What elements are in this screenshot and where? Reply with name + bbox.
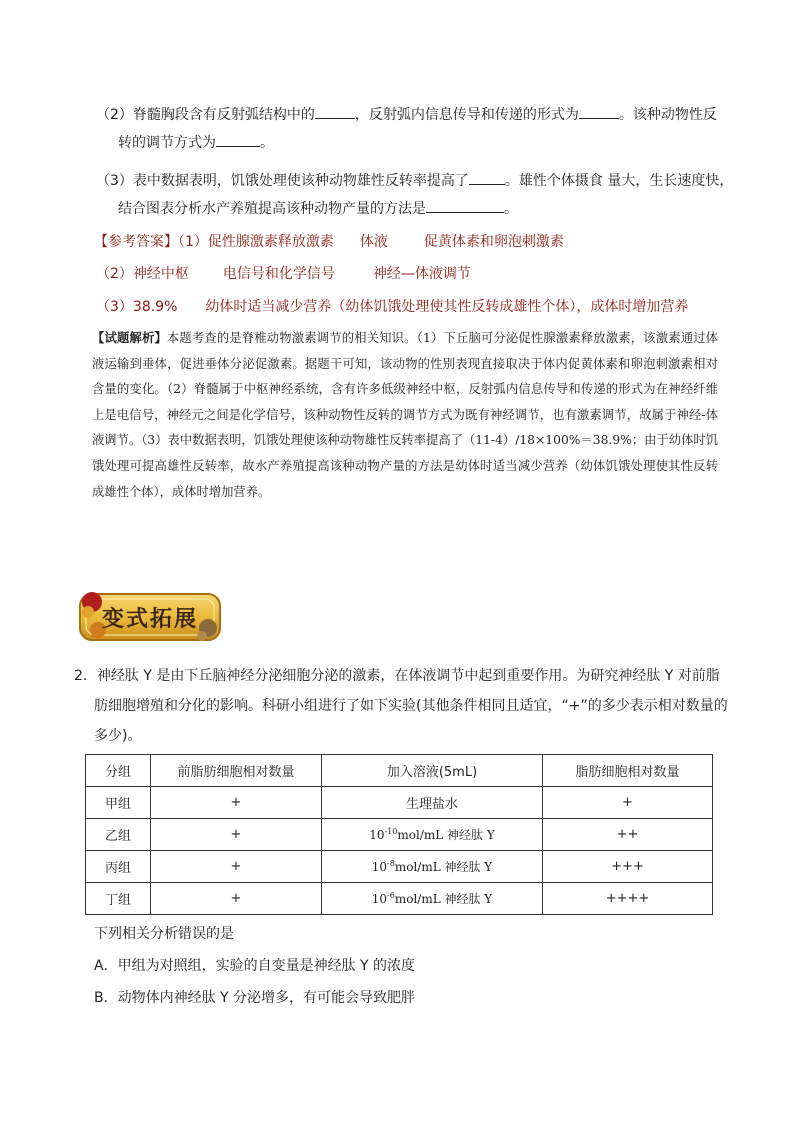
answer-blank: [315, 104, 355, 119]
q1-part2-line1: （2）脊髓胸段含有反射弧结构中的 ，反射弧内信息传导和传递的形式为 。该种动物性反: [96, 104, 717, 125]
table-header: 前脂肪细胞相对数量: [151, 755, 322, 787]
table-cell: +: [543, 787, 713, 819]
table-row: [86, 819, 713, 851]
answer-blank: [579, 104, 619, 119]
table-cell: ++: [543, 819, 713, 851]
answer-line3: （3）38.9% 幼体时适当减少营养（幼体饥饿处理使其性反转成雄性个体），成体时增加营养: [96, 299, 689, 315]
table-row: [86, 851, 713, 883]
table-header-row: [86, 755, 713, 787]
answer-blank: [216, 132, 260, 147]
table-cell: +: [151, 787, 322, 819]
table-row: [86, 787, 713, 819]
q2-stem-line3: 多少)。: [94, 728, 142, 744]
answer-blank: [426, 198, 504, 213]
table-cell: ++++: [543, 883, 713, 915]
table-cell: 丙组: [86, 851, 151, 883]
badge-text: 变式拓展: [102, 606, 199, 632]
table-cell: 乙组: [86, 819, 151, 851]
q2-question: 下列相关分析错误的是: [94, 926, 234, 942]
variant-extension-badge: [74, 586, 226, 648]
option-a: A．甲组为对照组，实验的自变量是神经肽 Y 的浓度: [94, 958, 416, 974]
q2-stem-line2: 肪细胞增殖和分化的影响。科研小组进行了如下实验(其他条件相同且适宜，“+”的多少表示相对数量的: [94, 698, 728, 714]
answer-line1: 【参考答案】（1）促性腺激素释放激素 体液 促黄体素和卵泡刺激素: [94, 234, 564, 250]
analysis-paragraph: [92, 326, 718, 505]
answer-label: 【参考答案】: [94, 234, 178, 250]
table-header: 分组: [86, 755, 151, 787]
q1-part2-line2: 转的调节方式为 。: [118, 132, 274, 153]
answer-line2: （2）神经中枢 电信号和化学信号 神经—体液调节: [96, 266, 471, 282]
q2-stem-line1: 2．神经肽 Y 是由下丘脑神经分泌细胞分泌的激素，在体液调节中起到重要作用。为研究神经肽 Y 对前脂: [74, 668, 720, 684]
table-cell: +++: [543, 851, 713, 883]
analysis-text: 本题考查的是脊椎动物激素调节的相关知识。（1）下丘脑可分泌促性腺激素释放激素，该激素通过体液运输到垂体，促进垂体分泌促激素。据题干可知，该动物的性别表现直接取决于体内促黄体素和卵泡刺激素相对含量的变化。（2）脊髓属于中枢神经系统，含有许多低级神经中枢，反射弧内信息传导和传递的形式为在神经纤维上是电信号，神经元之间是化学信号，该种动物性反转的调节方式为既有神经调节，也有激素调节，故属于神经-体液调节。（3）表中数据表明，饥饿处理使该种动物雄性反转率提高了（11-4）/18×100%＝38.9%；由于幼体时饥饿处理可提高雄性反转率，故水产养殖提高该种动物产量的方法是幼体时适当减少营养（幼体饥饿处理使其性反转成雄性个体），成体时增加营养。: [92, 331, 718, 499]
experiment-table: [85, 754, 713, 915]
table-cell: $10^{-6}mol/mL$ 神经肽 Y: [322, 883, 543, 915]
table-row: [86, 883, 713, 915]
q1-part3-line1: （3）表中数据表明，饥饿处理使该种动物雄性反转率提高了 。雄性个体摄食 量大，生长速度快，: [96, 170, 733, 191]
answer-blank: [469, 170, 505, 185]
table-cell: 生理盐水: [322, 787, 543, 819]
table-header: 加入溶液(5mL): [322, 755, 543, 787]
table-cell: +: [151, 819, 322, 851]
table-cell: 甲组: [86, 787, 151, 819]
table-cell: +: [151, 883, 322, 915]
analysis-label: 【试题解析】: [92, 331, 167, 345]
table-cell: $10^{-8}mol/mL$ 神经肽 Y: [322, 851, 543, 883]
table-cell: +: [151, 851, 322, 883]
q1-part3-line2: 结合图表分析水产养殖提高该种动物产量的方法是 。: [118, 198, 518, 219]
table-cell: $10^{-10}mol/mL$ 神经肽 Y: [322, 819, 543, 851]
table-header: 脂肪细胞相对数量: [543, 755, 713, 787]
option-b: B．动物体内神经肽 Y 分泌增多，有可能会导致肥胖: [94, 990, 416, 1006]
table-cell: 丁组: [86, 883, 151, 915]
